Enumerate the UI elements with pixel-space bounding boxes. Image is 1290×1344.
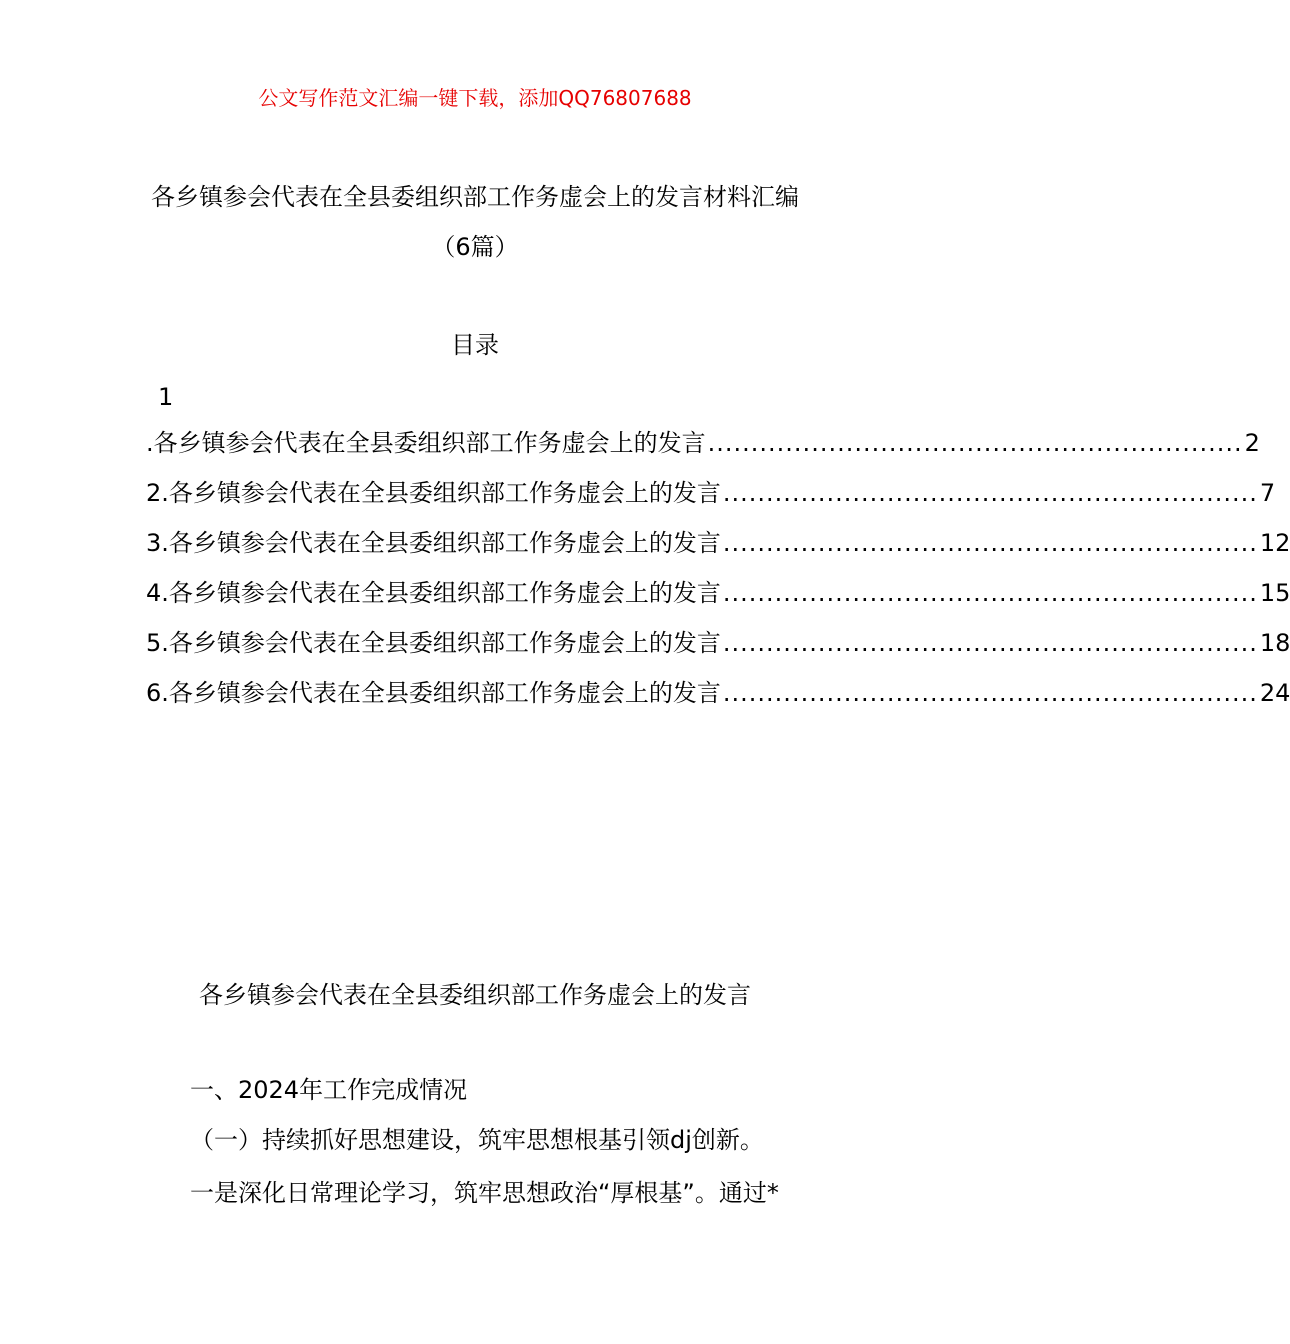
- toc-entry-page: 12: [1259, 529, 1290, 557]
- toc-leader-dots: ..............................................................: [722, 529, 1258, 557]
- section-title: 各乡镇参会代表在全县委组织部工作务虚会上的发言: [199, 981, 751, 1009]
- toc-entry[interactable]: [146, 525, 1290, 575]
- toc-entry[interactable]: [146, 625, 1290, 675]
- toc-leader-dots: ..............................................................: [722, 629, 1258, 657]
- section-heading-level2: （一）持续抓好思想建设，筑牢思想根基引领dj创新。: [190, 1126, 764, 1154]
- toc-first-number: 1: [158, 383, 174, 411]
- toc-entry-page: 24: [1259, 679, 1290, 707]
- toc-leader-dots: ..............................................................: [722, 579, 1258, 607]
- table-of-contents: [146, 425, 1290, 725]
- toc-entry-label: 4.各乡镇参会代表在全县委组织部工作务虚会上的发言: [146, 579, 721, 607]
- toc-heading: 目录: [451, 331, 499, 359]
- toc-entry-label: 6.各乡镇参会代表在全县委组织部工作务虚会上的发言: [146, 679, 721, 707]
- document-subtitle-count: （6篇）: [431, 233, 519, 261]
- toc-entry[interactable]: [146, 425, 1260, 475]
- document-title: 各乡镇参会代表在全县委组织部工作务虚会上的发言材料汇编: [151, 183, 799, 211]
- toc-entry-page: 2: [1244, 429, 1260, 457]
- toc-entry-label: 2.各乡镇参会代表在全县委组织部工作务虚会上的发言: [146, 479, 721, 507]
- toc-leader-dots: ..............................................................: [707, 429, 1243, 457]
- toc-entry[interactable]: [146, 475, 1276, 525]
- toc-entry-page: 18: [1259, 629, 1290, 657]
- toc-leader-dots: ..............................................................: [722, 479, 1258, 507]
- toc-entry[interactable]: [146, 575, 1290, 625]
- toc-entry-page: 15: [1259, 579, 1290, 607]
- body-paragraph: 一是深化日常理论学习，筑牢思想政治“厚根基”。通过*: [190, 1179, 779, 1207]
- section-heading-level1: 一、2024年工作完成情况: [190, 1076, 468, 1104]
- toc-entry-page: 7: [1259, 479, 1276, 507]
- download-banner: 公文写作范文汇编一键下载，添加QQ76807688: [258, 86, 692, 110]
- toc-leader-dots: ..............................................................: [722, 679, 1258, 707]
- toc-entry[interactable]: [146, 675, 1290, 725]
- toc-entry-label: 5.各乡镇参会代表在全县委组织部工作务虚会上的发言: [146, 629, 721, 657]
- toc-entry-label: 3.各乡镇参会代表在全县委组织部工作务虚会上的发言: [146, 529, 721, 557]
- toc-entry-label: .各乡镇参会代表在全县委组织部工作务虚会上的发言: [146, 429, 706, 457]
